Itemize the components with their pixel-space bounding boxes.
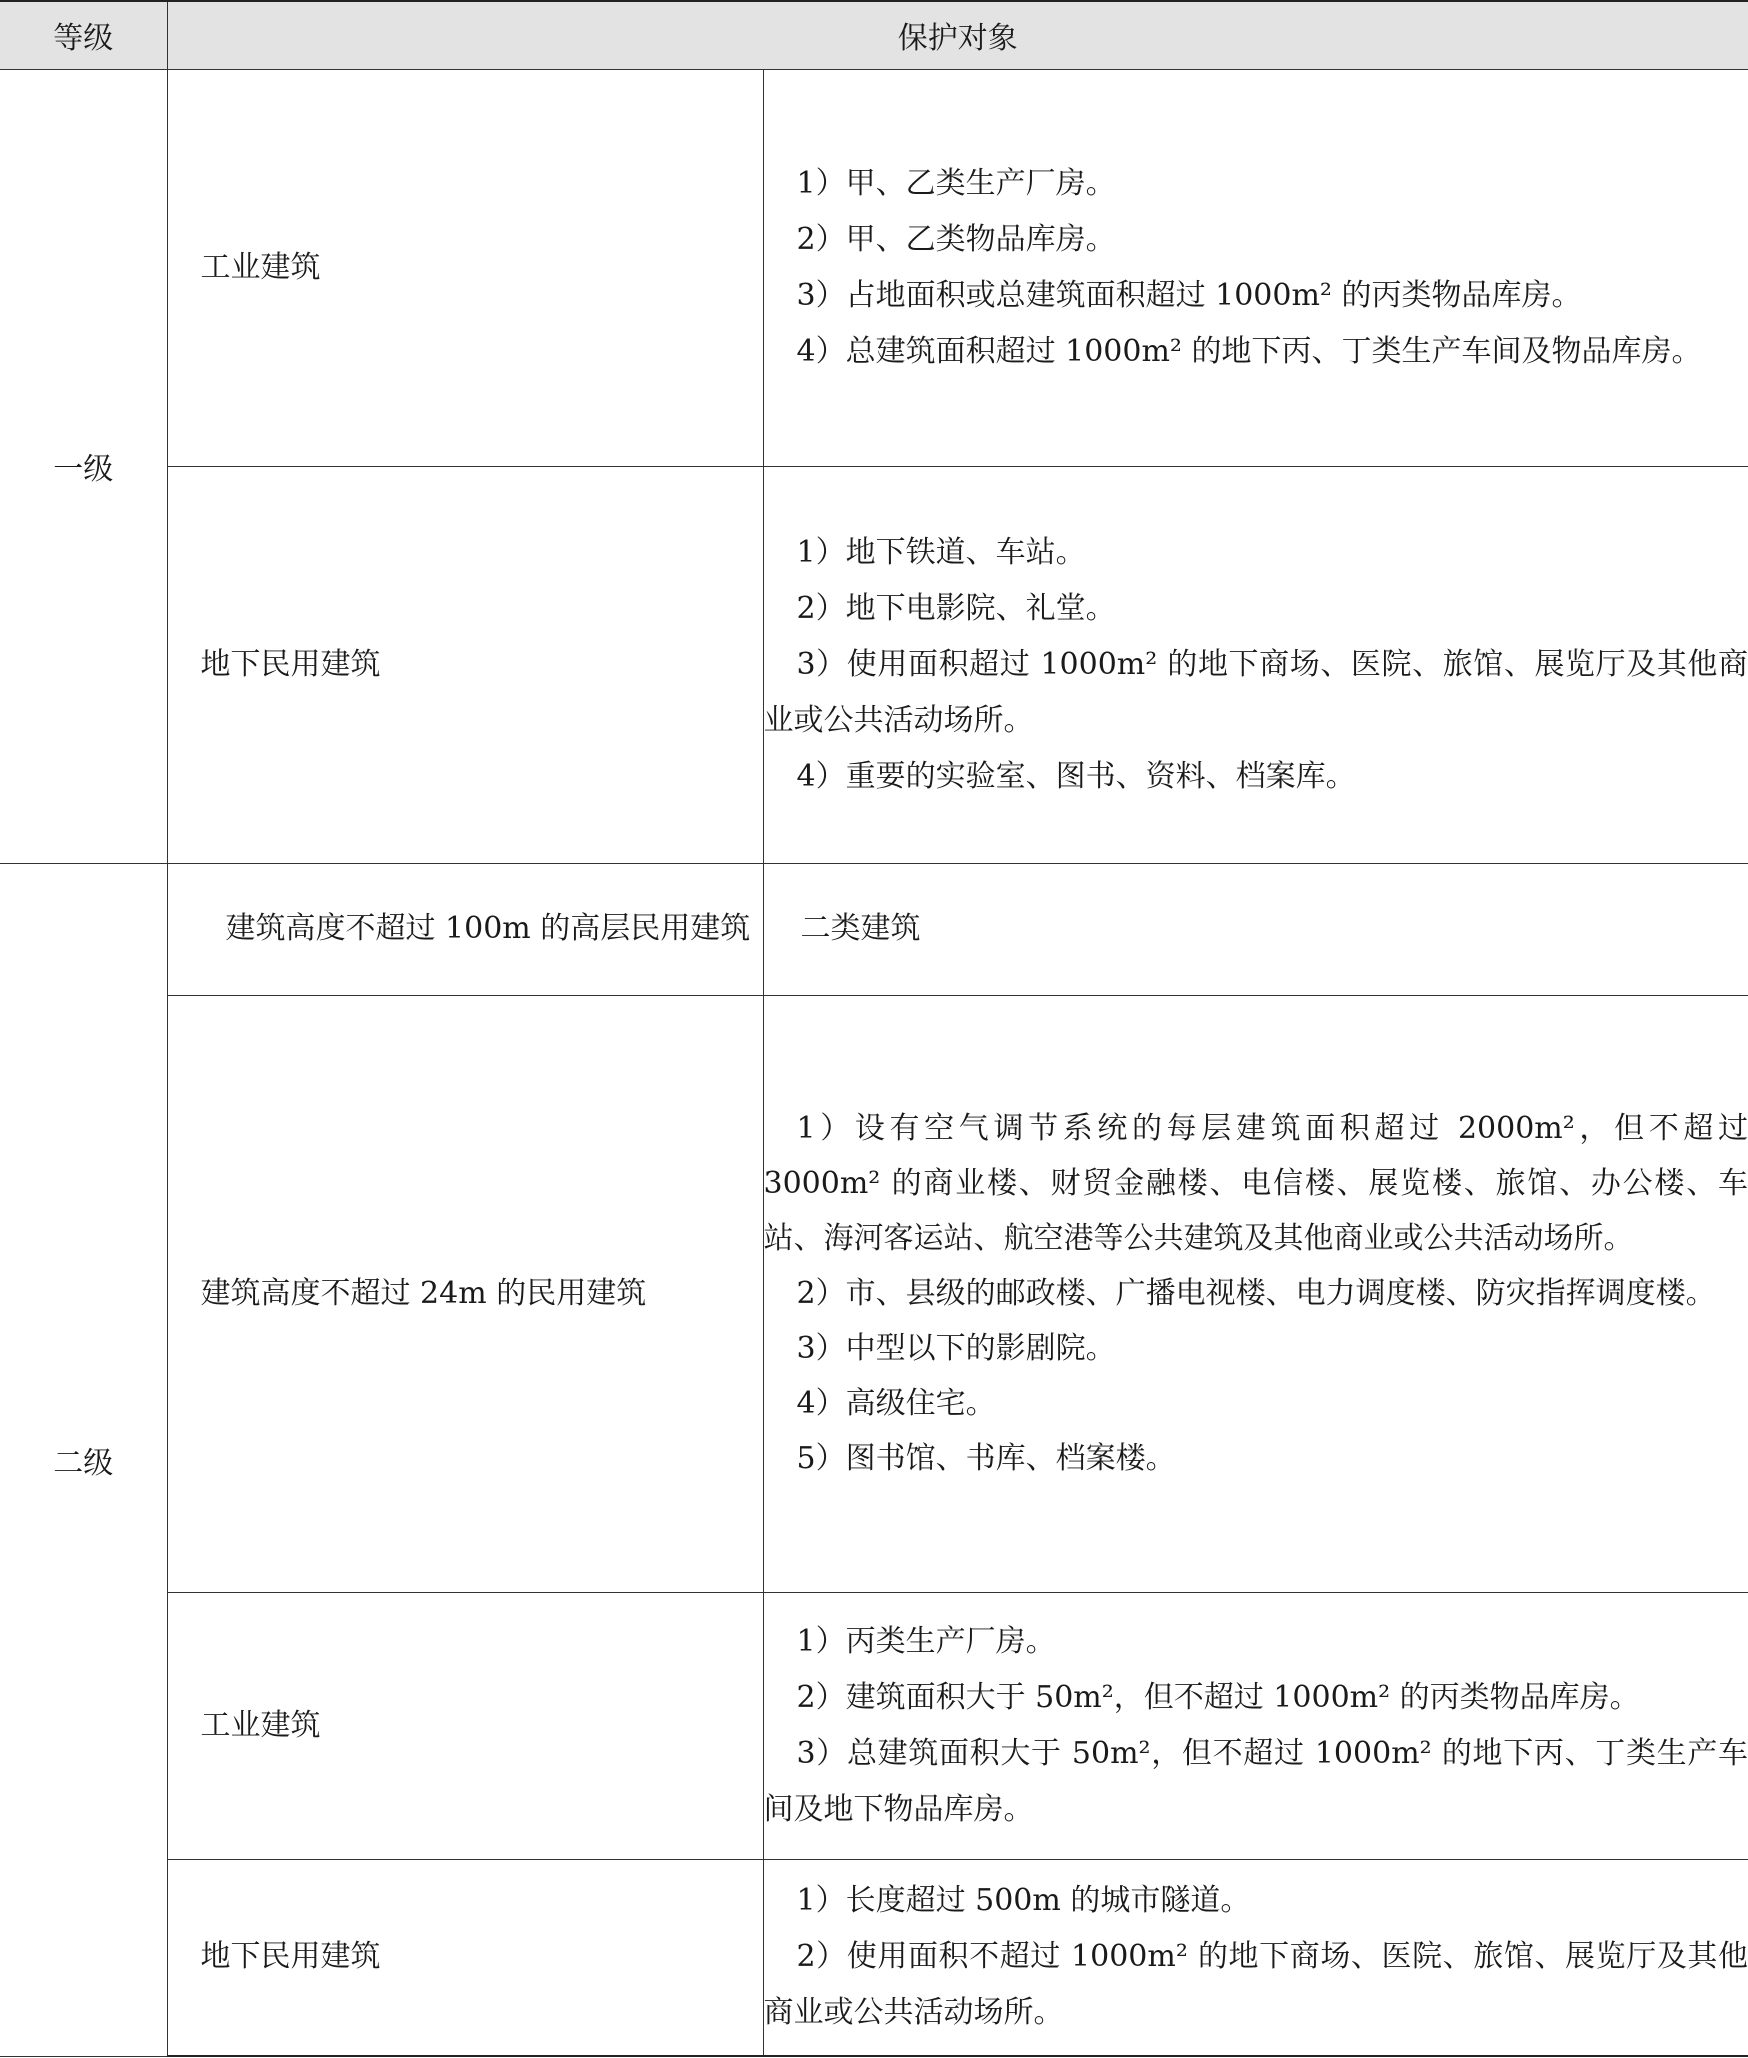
level-cell-1: 一级 [0, 69, 167, 863]
header-level: 等级 [0, 1, 167, 69]
table-row [0, 1859, 1748, 2056]
object-item: 2）建筑面积大于 50m²，但不超过 1000m² 的丙类物品库房。 [796, 1679, 1640, 1715]
object-item: 1）丙类生产厂房。 [796, 1623, 1056, 1659]
category-cell: 工业建筑 [167, 69, 763, 466]
category-cell: 地下民用建筑 [167, 1859, 763, 2056]
object-item: 1）设有空气调节系统的每层建筑面积超过 2000m²，但不超过 3000m² 的商业楼、财贸金融楼、电信楼、展览楼、旅馆、办公楼、车站、海河客运站、航空港等公共建筑及其他商业或公共活动场所。 [763, 1111, 1748, 1256]
category-cell: 建筑高度不超过 100m 的高层民用建筑 [167, 863, 763, 995]
object-item: 3）占地面积或总建筑面积超过 1000m² 的丙类物品库房。 [796, 277, 1582, 313]
object-item: 4）高级住宅。 [796, 1386, 996, 1421]
table-row [0, 466, 1748, 863]
category-cell: 建筑高度不超过 24m 的民用建筑 [167, 995, 763, 1592]
object-item: 2）甲、乙类物品库房。 [796, 221, 1116, 257]
object-item: 4）重要的实验室、图书、资料、档案库。 [796, 758, 1356, 794]
table-row [0, 995, 1748, 1592]
object-cell [763, 69, 1748, 466]
table-header-row [0, 1, 1748, 69]
table-row [0, 863, 1748, 995]
object-cell [763, 863, 1748, 995]
object-item: 二类建筑 [800, 911, 921, 946]
object-item: 5）图书馆、书库、档案楼。 [796, 1441, 1176, 1476]
object-cell [763, 1859, 1748, 2056]
category-cell: 工业建筑 [167, 1592, 763, 1859]
table-row [0, 1592, 1748, 1859]
object-item: 1）长度超过 500m 的城市隧道。 [796, 1883, 1251, 1919]
level-cell-2: 二级 [0, 863, 167, 2056]
object-item: 3）总建筑面积大于 50m²，但不超过 1000m² 的地下丙、丁类生产车间及地下物品库房。 [763, 1735, 1748, 1827]
header-protected-object: 保护对象 [167, 1, 1748, 69]
object-item: 1）甲、乙类生产厂房。 [796, 165, 1116, 201]
object-item: 2）地下电影院、礼堂。 [796, 590, 1116, 626]
object-item: 3）中型以下的影剧院。 [796, 1331, 1116, 1366]
object-item: 1）地下铁道、车站。 [796, 534, 1086, 570]
object-cell [763, 1592, 1748, 1859]
table-row [0, 69, 1748, 466]
category-cell: 地下民用建筑 [167, 466, 763, 863]
object-item: 3）使用面积超过 1000m² 的地下商场、医院、旅馆、展览厅及其他商业或公共活动场所。 [763, 646, 1748, 738]
object-item: 4）总建筑面积超过 1000m² 的地下丙、丁类生产车间及物品库房。 [796, 333, 1702, 369]
object-item: 2）市、县级的邮政楼、广播电视楼、电力调度楼、防灾指挥调度楼。 [796, 1276, 1716, 1311]
object-cell [763, 466, 1748, 863]
object-cell [763, 995, 1748, 1592]
object-item: 2）使用面积不超过 1000m² 的地下商场、医院、旅馆、展览厅及其他商业或公共活动场所。 [763, 1939, 1748, 2031]
